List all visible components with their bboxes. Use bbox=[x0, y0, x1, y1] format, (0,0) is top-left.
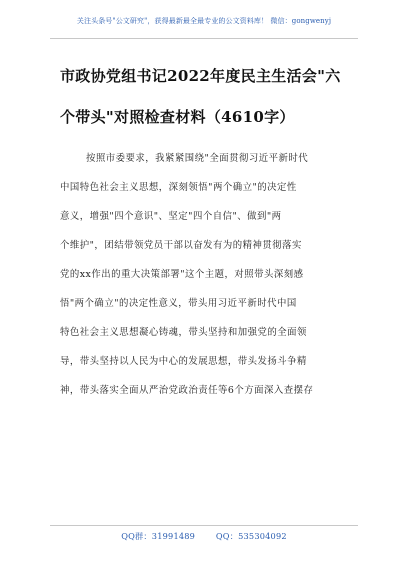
body-line-9: 神，带头落实全面从严治党政治责任等6个方面深入查摆存 bbox=[60, 385, 314, 396]
footer-qq: QQ：535304092 bbox=[215, 531, 287, 541]
header-promo-note: 关注头条号"公文研究"，获得最新最全最专业的公文资料库！ 微信：gongwenyj bbox=[76, 17, 332, 25]
body-line-6: 悟"两个确立"的决定性意义，带头用习近平新时代中国 bbox=[60, 298, 297, 309]
body-line-4: 个维护"，团结带领党员干部以奋发有为的精神贯彻落实 bbox=[60, 240, 302, 251]
header-divider bbox=[50, 38, 358, 39]
body-line-3: 意义，增强"四个意识"、坚定"四个自信"、做到"两 bbox=[60, 211, 282, 222]
body-line-1: 按照市委要求，我紧紧围绕"全面贯彻习近平新时代 bbox=[86, 153, 309, 164]
document-title-line-2: 个带头"对照检查材料（4610字） bbox=[60, 108, 295, 126]
body-line-8: 导，带头坚持以人民为中心的发展思想，带头发扬斗争精 bbox=[60, 356, 307, 367]
body-line-7: 特色社会主义思想凝心铸魂，带头坚持和加强党的全面领 bbox=[60, 327, 307, 338]
body-line-2: 中国特色社会主义思想，深刻领悟"两个确立"的决定性 bbox=[60, 182, 297, 193]
footer-contact bbox=[0, 531, 408, 542]
document-title-line-1: 市政协党组书记2022年度民主生活会"六 bbox=[60, 67, 341, 85]
body-line-5: 党的xx作出的重大决策部署"这个主题，对照带头深刻感 bbox=[60, 269, 304, 280]
footer-qq-group: QQ群：31991489 bbox=[121, 531, 196, 541]
footer-divider bbox=[50, 525, 358, 526]
